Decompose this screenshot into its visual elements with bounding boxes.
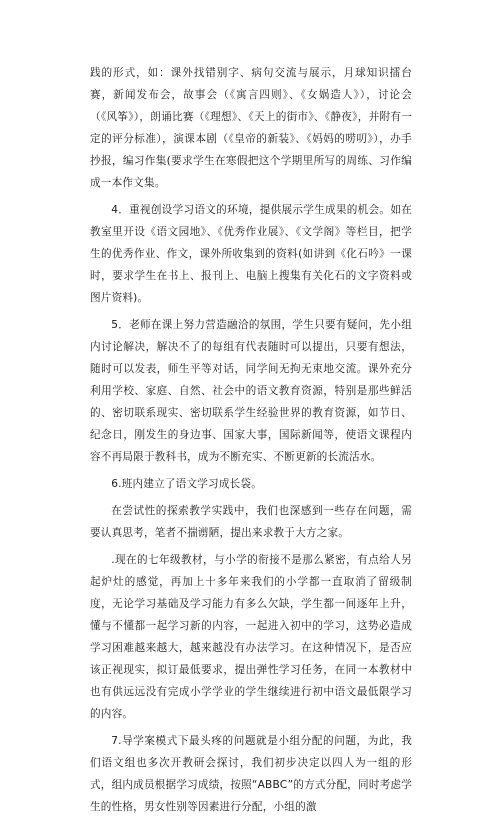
- document-body: [90, 62, 412, 818]
- paragraph-item-4: 4．重视创设学习语文的环境，提供展示学生成果的机会。如在教室里开设《语文园地》、《优秀作业展》、《文学阁》等栏目，把学生的优秀作业、作文，课外所收集到的资料(如讲到《化石吟》一课时，要求学生在书上、报刊上、电脑上搜集有关化石的文字资料或图片资料)。: [90, 204, 412, 304]
- paragraph-continued: 践的形式，如：课外找错别字、病句交流与展示，月球知识擂台赛，新闻发布会，故事会（《寓言四则》、《女娲造人》），讨论会（《风筝》），朗诵比赛（《理想》、《天上的街市》、《静夜》，并附有一定的评分标准），演课本剧（《皇帝的新装》、《妈妈的唠叨》），办手抄报，编习作集(要求学生在寒假把这个学期里所写的周练、习作编成一本作文集。: [90, 67, 412, 189]
- paragraph-item-6: 6.班内建立了语文学习成长袋。: [111, 478, 263, 490]
- paragraph-reflection-intro: 在尝试性的探索教学实践中，我们也深感到一些存在问题，需要认真思考，笔者不揣谫陋，提出来求教于大方之家。: [90, 505, 412, 539]
- paragraph-reflection-curriculum: .现在的七年级教材，与小学的衔接不是那么紧密，有点给人另起炉灶的感觉，再加上十多年来我们的小学都一直取消了留级制度，无论学习基础及学习能力有多么欠缺，学生都一间逐年上升，懂与不懂都一起学习新的内容，一起进入初中的学习，这势必造成学习困难越来越大，越来越没有办法学习。在这种情况下，是否应该正视现实，拟订最低要求，提出弹性学习任务，在同一本教材中也有供远远没有完成小学学业的学生继续进行初中语文最低限学习的内容。: [90, 554, 412, 720]
- paragraph-item-7: 7.导学案模式下最头疼的问题就是小组分配的问题，为此，我们语文组也多次开教研会探讨，我们初步决定以四人为一组的形式，组内成员根据学习成绩，按照“ABBC”的方式分配，同时考虑学生的性格，男女性别等因素进行分配，小组的激: [90, 735, 413, 813]
- paragraph-item-5: 5．老师在课上努力营造融洽的氛围，学生只要有疑问，先小组内讨论解决，解决不了的每组有代表随时可以提出，只要有想法，随时可以发表，师生平等对话，同学间无拘无束地交流。课外充分利用学校、家庭、自然、社会中的语文教育资源，特别是那些鲜活的、密切联系现实、密切联系学生经验世界的教育资源，如节日、纪念日，刚发生的身边事、国家大事，国际新闻等，使语文课程内容不再局限于教科书，成为不断充实、不断更新的长流活水。: [90, 319, 412, 463]
